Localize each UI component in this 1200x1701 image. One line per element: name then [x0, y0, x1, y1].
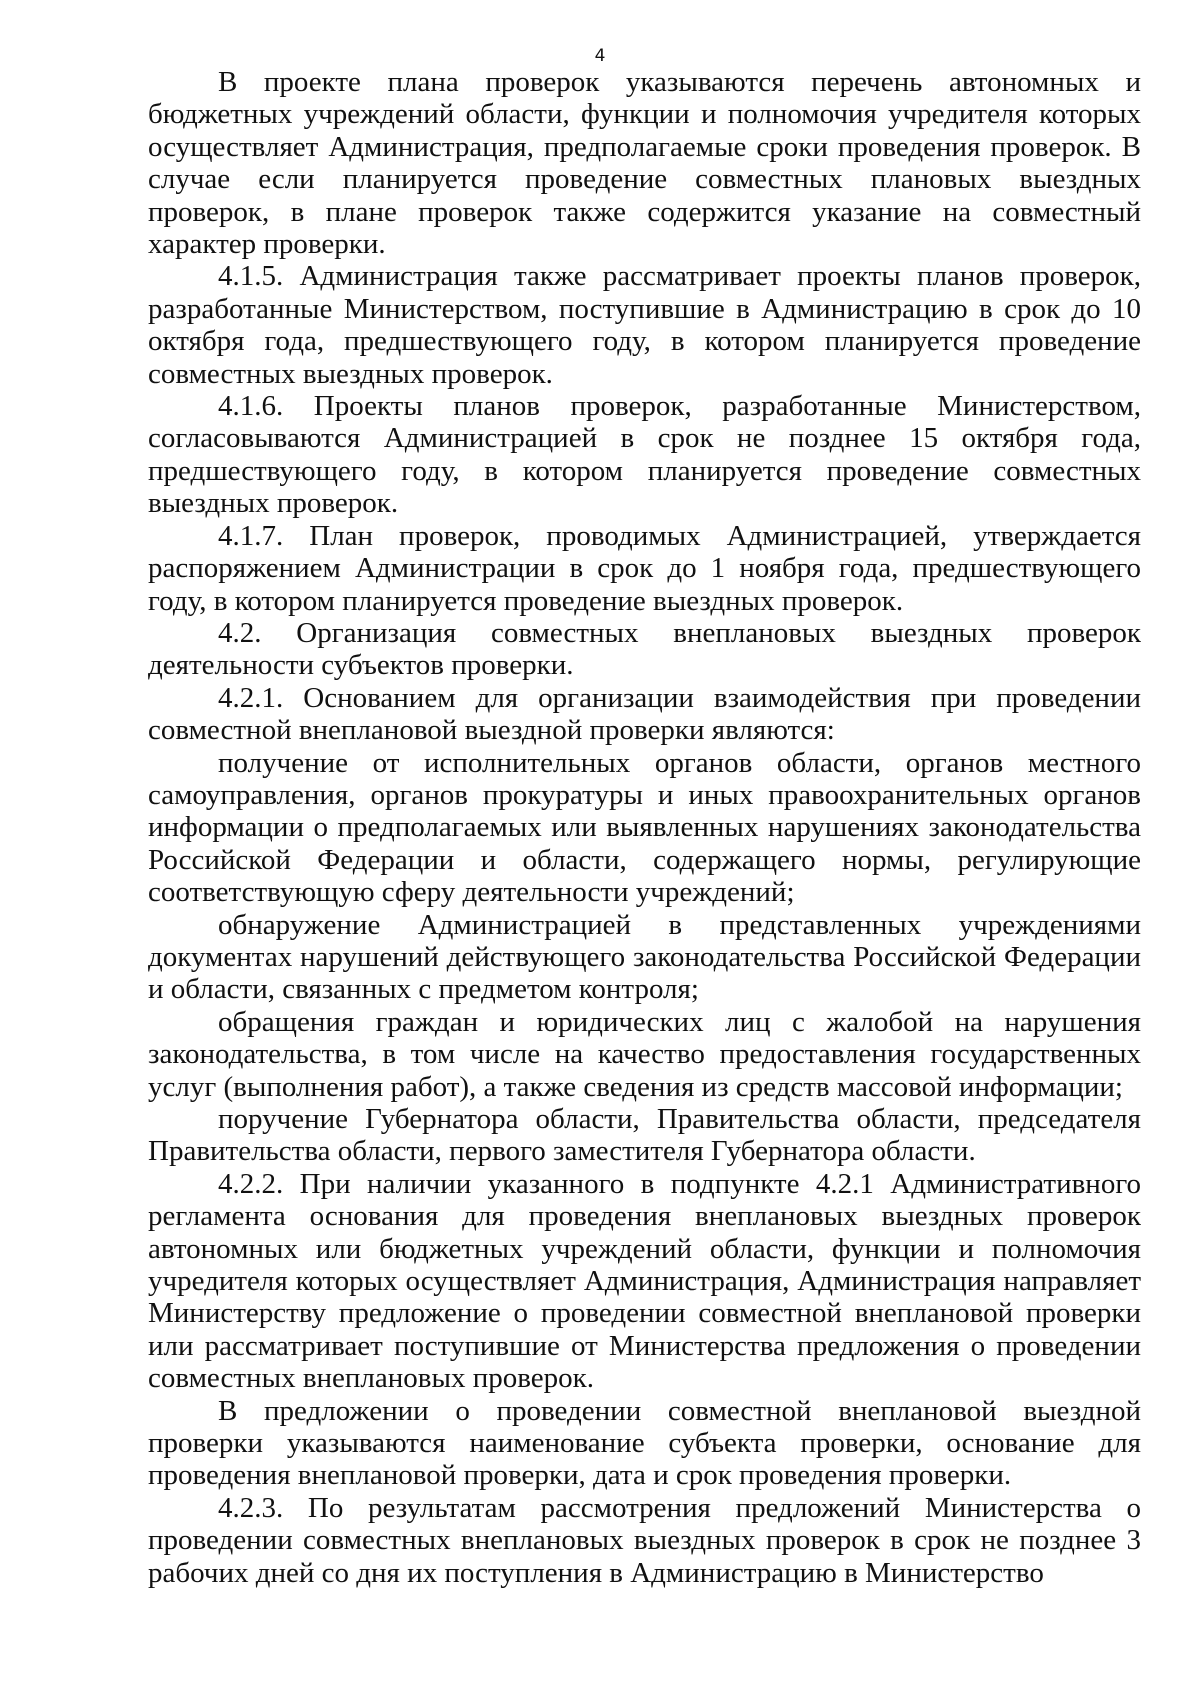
- paragraph-ground-detection: обнаружение Администрацией в представленных учреждениями документах нарушений действующего законодательства Российской Федерации и области, связанных с предметом контроля;: [148, 908, 1141, 1006]
- document-body: [148, 66, 1141, 1589]
- paragraph-ground-appeals: обращения граждан и юридических лиц с жалобой на нарушения законодательства, в том числе на качество предоставления государственных услуг (выполнения работ), а также сведения из средств массовой информации;: [148, 1005, 1141, 1103]
- paragraph-proposal-contents: В предложении о проведении совместной внеплановой выездной проверки указываются наименование субъекта проверки, основание для проведения внеплановой проверки, дата и срок проведения проверки.: [148, 1394, 1141, 1492]
- paragraph-4-1-5: 4.1.5. Администрация также рассматривает проекты планов проверок, разработанные Министерством, поступившие в Администрацию в срок до 10 октября года, предшествующего году, в котором планируется проведение совместных выездных проверок.: [148, 260, 1141, 390]
- paragraph-4-2-3: 4.2.3. По результатам рассмотрения предложений Министерства о проведении совместных внеплановых выездных проверок в срок не позднее 3 рабочих дней со дня их поступления в Администрацию в Министерство: [148, 1491, 1141, 1589]
- paragraph-4-2: 4.2. Организация совместных внеплановых выездных проверок деятельности субъектов проверки.: [148, 616, 1141, 682]
- paragraph-plan-contents: В проекте плана проверок указываются перечень автономных и бюджетных учреждений области, функции и полномочия учредителя которых осуществляет Администрация, предполагаемые сроки проведения проверок. В случае если планируется проведение совместных плановых выездных проверок, в плане проверок также содержится указание на совместный характер проверки.: [148, 66, 1141, 261]
- paragraph-ground-instruction: поручение Губернатора области, Правительства области, председателя Правительства области, первого заместителя Губернатора области.: [148, 1103, 1141, 1168]
- paragraph-4-2-2: 4.2.2. При наличии указанного в подпункте 4.2.1 Административного регламента основания для проведения внеплановых выездных проверок автономных или бюджетных учреждений области, функции и полномочия учредителя которых осуществляет Администрация, Администрация направляет Министерству предложение о проведении совместной внеплановой проверки или рассматривает поступившие от Министерства предложения о проведении совместных внеплановых проверок.: [148, 1167, 1141, 1395]
- paragraph-4-1-7: 4.1.7. План проверок, проводимых Администрацией, утверждается распоряжением Администрации в срок до 1 ноября года, предшествующего году, в котором планируется проведение выездных проверок.: [148, 519, 1141, 617]
- paragraph-ground-information: получение от исполнительных органов области, органов местного самоуправления, органов прокуратуры и иных правоохранительных органов информации о предполагаемых или выявленных нарушениях законодательства Российской Федерации и области, содержащего нормы, регулирующие соответствующую сферу деятельности учреждений;: [148, 746, 1141, 909]
- page-number: 4: [594, 46, 606, 66]
- paragraph-4-2-1: 4.2.1. Основанием для организации взаимодействия при проведении совместной внеплановой выездной проверки являются:: [148, 681, 1141, 747]
- paragraph-4-1-6: 4.1.6. Проекты планов проверок, разработанные Министерством, согласовываются Администрацией в срок не позднее 15 октября года, предшествующего году, в котором планируется проведение совместных выездных проверок.: [148, 390, 1141, 520]
